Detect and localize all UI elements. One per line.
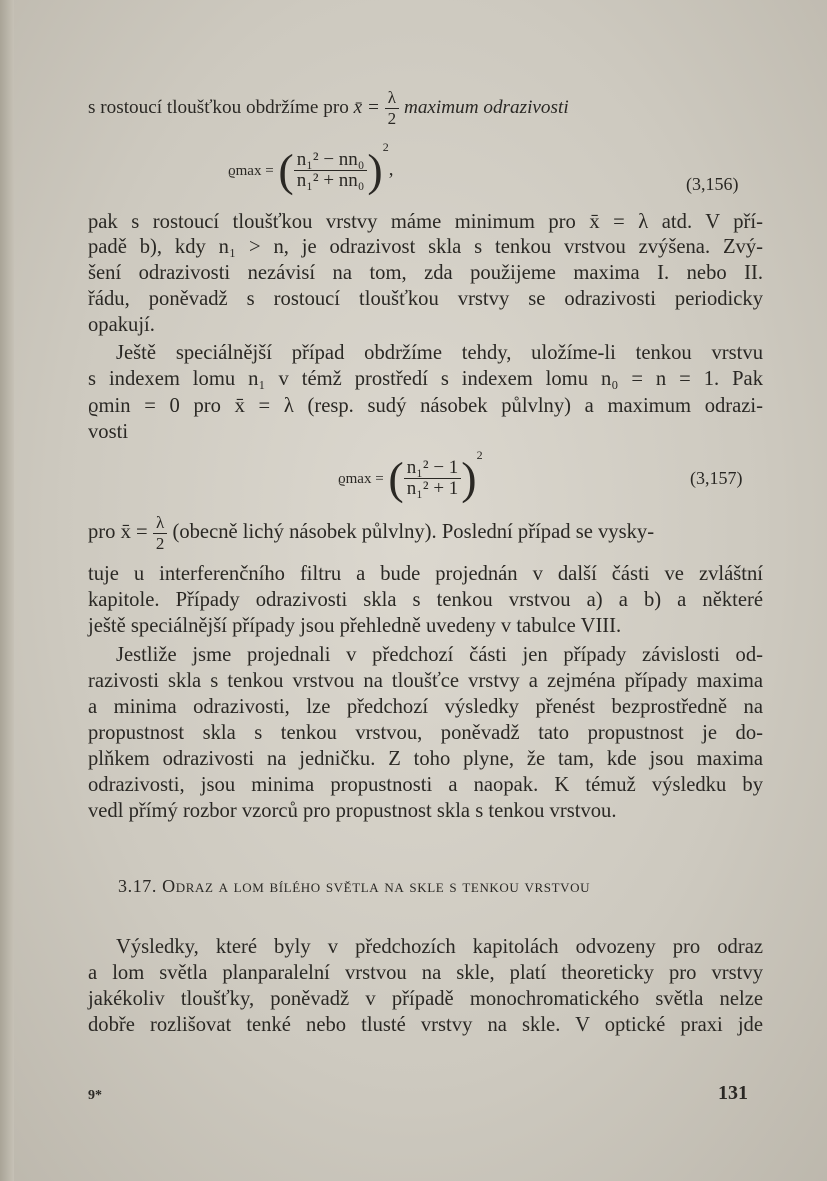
- text-line: razivosti skla s tenkou vrstvou na tloušťce vrstvy a zejména případy maxima: [88, 670, 763, 692]
- text-line: ještě speciálnější případy jsou přehledně uvedeny v tabulce VIII.: [88, 615, 622, 637]
- left-paren: (: [278, 144, 294, 196]
- exponent: 2: [382, 140, 389, 154]
- equation-fraction: [294, 150, 368, 191]
- fraction-numerator: n₁² − nn₀: [294, 150, 368, 171]
- equation-fraction: [404, 458, 462, 499]
- inline-fraction: [153, 513, 168, 554]
- equation-3-156: [228, 140, 394, 194]
- fraction-numerator: λ: [385, 88, 400, 109]
- text-line: opakují.: [88, 314, 155, 336]
- text-fragment: s rostoucí tloušťkou obdržíme pro: [88, 96, 349, 118]
- right-paren: ): [461, 452, 477, 504]
- inline-fraction: [385, 88, 400, 129]
- equation-number: (3,156): [686, 174, 739, 194]
- fraction-denominator: 2: [155, 533, 165, 553]
- page-gutter: [0, 0, 14, 1181]
- text-line: vosti: [88, 421, 129, 443]
- fraction-denominator: 2: [387, 109, 397, 128]
- right-paren: ): [367, 144, 383, 196]
- fraction-numerator: n₁² − 1: [404, 458, 462, 479]
- text-line: odrazivosti, jsou minima propustnosti a naopak. K témuž výsledku by: [88, 774, 763, 796]
- section-heading: [118, 876, 590, 897]
- exponent: 2: [476, 448, 483, 462]
- text-line: Jestliže jsme projednali v předchozí části jen případy závislosti od-: [116, 644, 763, 666]
- text-line: Výsledky, které byly v předchozích kapitolách odvozeny pro odraz: [116, 936, 763, 958]
- text-line: padě b), kdy n₁ > n, je odrazivost skla s tenkou vrstvou zvýšena. Zvý-: [88, 236, 763, 258]
- equation-comma: ,: [388, 159, 394, 180]
- text-line: kapitole. Případy odrazivosti skla s tenkou vrstvou a) a b) a některé: [88, 589, 763, 611]
- text-line: propustnost skla s tenkou vrstvou, poněvadž tato propustnost je do-: [88, 722, 763, 744]
- fraction-denominator: n₁² + 1: [406, 478, 459, 500]
- text-line: šení odrazivosti nezávisí na tom, zda použijeme maxima I. nebo II.: [88, 262, 763, 284]
- fraction-numerator: λ: [153, 513, 168, 534]
- page-number: 131: [718, 1082, 748, 1104]
- italic-term: maximum odrazivosti: [403, 96, 569, 118]
- text-line: pak s rostoucí tloušťkou vrstvy máme minimum pro x̄ = λ atd. V pří-: [88, 211, 763, 233]
- text-line: jakékoliv tloušťky, poněvadž v případě monochromatického světla nelze: [88, 988, 763, 1010]
- text-line: s indexem lomu n₁ v témž prostředí s indexem lomu n₀ = n = 1. Pak: [88, 368, 763, 390]
- section-number: 3.17.: [118, 876, 157, 896]
- equation-number: (3,157): [690, 468, 743, 488]
- fraction-denominator: n₁² + nn₀: [296, 170, 365, 192]
- text-line: Ještě speciálnější případ obdržíme tehdy, uložíme-li tenkou vrstvu: [116, 342, 763, 364]
- text-line: vedl přímý rozbor vzorců pro propustnost skla s tenkou vrstvou.: [88, 800, 617, 822]
- left-paren: (: [388, 452, 404, 504]
- text-line: řádu, poněvadž s rostoucí tloušťkou vrstvy se odrazivosti periodicky: [88, 288, 763, 310]
- text-fragment: (obecně lichý násobek půlvlny). Poslední případ se vysky-: [172, 521, 655, 543]
- text-line: tuje u interferenčního filtru a bude projednán v další části ve zvláštní: [88, 563, 763, 585]
- text-line: plňkem odrazivosti na jedničku. Z toho plyne, že tam, kde jsou maxima: [88, 748, 763, 770]
- math-variable: x̄ =: [353, 96, 380, 118]
- text-line: [88, 512, 763, 554]
- equation-lhs: ϱmax =: [338, 471, 384, 487]
- section-title: Odraz a lom bílého světla na skle s tenkou vrstvou: [162, 876, 591, 896]
- text-fragment: pro x̄ =: [88, 521, 148, 543]
- equation-3-157: [338, 448, 483, 502]
- text-line: dobře rozlišovat tenké nebo tlusté vrstvy na skle. V optické praxi jde: [88, 1014, 763, 1036]
- equation-lhs: ϱmax =: [228, 163, 274, 179]
- text-line: a minima odrazivosti, lze předchozí výsledky přenést bezprostředně na: [88, 696, 763, 718]
- text-line: ϱmin = 0 pro x̄ = λ (resp. sudý násobek půlvlny) a maximum odrazi-: [88, 395, 763, 417]
- printer-signature: 9*: [88, 1088, 102, 1103]
- text-line: [88, 88, 763, 129]
- text-line: a lom světla planparalelní vrstvou na skle, platí theoreticky pro vrstvy: [88, 962, 763, 984]
